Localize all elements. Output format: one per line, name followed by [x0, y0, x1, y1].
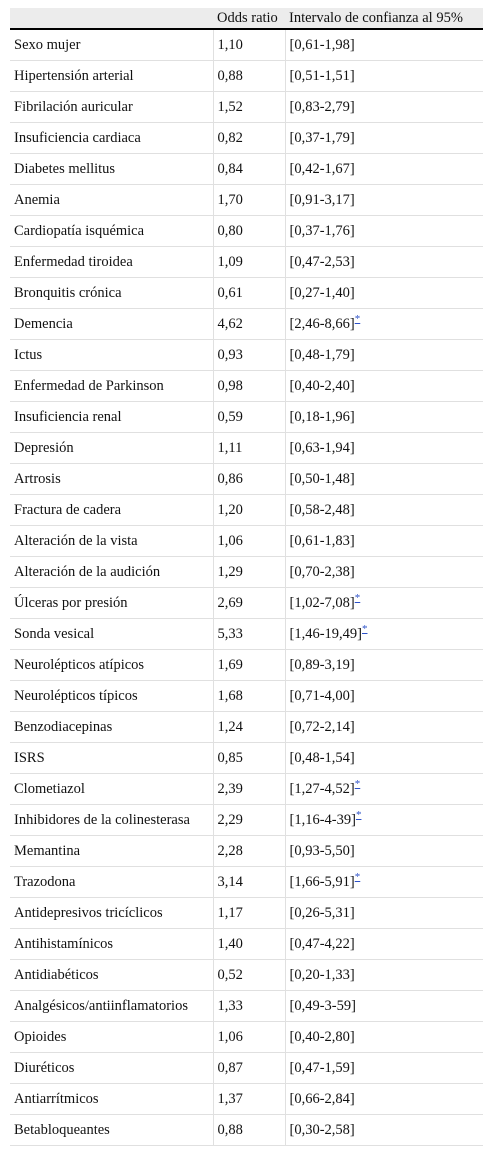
- confidence-interval-value: [0,63-1,94]: [289, 439, 355, 456]
- confidence-interval-value: [0,70-2,38]: [289, 563, 355, 580]
- confidence-interval-cell: [285, 774, 483, 805]
- confidence-interval-value: [0,42-1,67]: [289, 160, 355, 177]
- table-row: [10, 1022, 483, 1053]
- table-row: [10, 92, 483, 123]
- table-body: [10, 29, 483, 1146]
- table-row: [10, 588, 483, 619]
- confidence-interval-cell: [285, 836, 483, 867]
- odds-ratio-value: 5,33: [213, 619, 285, 650]
- confidence-interval-cell: [285, 92, 483, 123]
- odds-ratio-value: 2,29: [213, 805, 285, 836]
- table-row: [10, 123, 483, 154]
- odds-ratio-value: 0,86: [213, 464, 285, 495]
- confidence-interval-value: [0,30-2,58]: [289, 1121, 355, 1138]
- odds-ratio-table: [10, 8, 483, 1146]
- confidence-interval-value: [0,61-1,98]: [289, 36, 355, 53]
- confidence-interval-value: [0,27-1,40]: [289, 284, 355, 301]
- variable-label: Antidiabéticos: [10, 960, 213, 991]
- confidence-interval-cell: [285, 185, 483, 216]
- odds-ratio-value: 0,88: [213, 61, 285, 92]
- variable-label: Diabetes mellitus: [10, 154, 213, 185]
- variable-label: Anemia: [10, 185, 213, 216]
- variable-label: Enfermedad tiroidea: [10, 247, 213, 278]
- header-odds-ratio: Odds ratio: [213, 8, 285, 29]
- odds-ratio-value: 3,14: [213, 867, 285, 898]
- odds-ratio-value: 0,93: [213, 340, 285, 371]
- odds-ratio-value: 0,61: [213, 278, 285, 309]
- confidence-interval-value: [0,40-2,80]: [289, 1028, 355, 1045]
- odds-ratio-value: 0,52: [213, 960, 285, 991]
- confidence-interval-value: [0,50-1,48]: [289, 470, 355, 487]
- variable-label: Demencia: [10, 309, 213, 340]
- variable-label: Insuficiencia cardiaca: [10, 123, 213, 154]
- table-row: [10, 681, 483, 712]
- odds-ratio-value: 0,85: [213, 743, 285, 774]
- confidence-interval-value: [1,16-4-39]: [289, 811, 356, 828]
- confidence-interval-value: [0,61-1,83]: [289, 532, 355, 549]
- confidence-interval-cell: [285, 898, 483, 929]
- header-confidence-interval: Intervalo de confianza al 95%: [285, 8, 483, 29]
- variable-label: Fibrilación auricular: [10, 92, 213, 123]
- odds-ratio-value: 1,06: [213, 526, 285, 557]
- table-row: [10, 929, 483, 960]
- confidence-interval-value: [0,20-1,33]: [289, 966, 355, 983]
- odds-ratio-value: 1,17: [213, 898, 285, 929]
- header-row: [10, 8, 483, 29]
- variable-label: Neurolépticos típicos: [10, 681, 213, 712]
- odds-ratio-value: 1,52: [213, 92, 285, 123]
- odds-ratio-value: 0,59: [213, 402, 285, 433]
- table-row: [10, 29, 483, 61]
- variable-label: Ictus: [10, 340, 213, 371]
- odds-ratio-value: 2,69: [213, 588, 285, 619]
- confidence-interval-cell: [285, 495, 483, 526]
- variable-label: Artrosis: [10, 464, 213, 495]
- table-row: [10, 1115, 483, 1146]
- table-row: [10, 712, 483, 743]
- table-row: [10, 154, 483, 185]
- confidence-interval-value: [0,47-4,22]: [289, 935, 355, 952]
- table-row: [10, 495, 483, 526]
- table-row: [10, 61, 483, 92]
- confidence-interval-cell: [285, 743, 483, 774]
- variable-label: Antihistamínicos: [10, 929, 213, 960]
- confidence-interval-value: [0,48-1,79]: [289, 346, 355, 363]
- variable-label: Fractura de cadera: [10, 495, 213, 526]
- table-row: [10, 278, 483, 309]
- table-row: [10, 836, 483, 867]
- confidence-interval-cell: [285, 1022, 483, 1053]
- confidence-interval-cell: [285, 61, 483, 92]
- variable-label: Neurolépticos atípicos: [10, 650, 213, 681]
- significance-footnote-link[interactable]: *: [354, 312, 361, 325]
- confidence-interval-cell: [285, 340, 483, 371]
- table-row: [10, 371, 483, 402]
- table-row: [10, 867, 483, 898]
- table-row: [10, 774, 483, 805]
- confidence-interval-value: [0,66-2,84]: [289, 1090, 355, 1107]
- table-row: [10, 991, 483, 1022]
- confidence-interval-value: [1,27-4,52]: [289, 780, 355, 797]
- confidence-interval-value: [0,83-2,79]: [289, 98, 355, 115]
- table-row: [10, 185, 483, 216]
- confidence-interval-cell: [285, 650, 483, 681]
- confidence-interval-cell: [285, 309, 483, 340]
- variable-label: Analgésicos/antiinflamatorios: [10, 991, 213, 1022]
- table-row: [10, 743, 483, 774]
- table-row: [10, 526, 483, 557]
- significance-footnote-link[interactable]: *: [354, 777, 361, 790]
- confidence-interval-value: [0,26-5,31]: [289, 904, 355, 921]
- confidence-interval-cell: [285, 216, 483, 247]
- confidence-interval-value: [0,93-5,50]: [289, 842, 355, 859]
- variable-label: Bronquitis crónica: [10, 278, 213, 309]
- variable-label: Opioides: [10, 1022, 213, 1053]
- variable-label: Diuréticos: [10, 1053, 213, 1084]
- significance-footnote-link[interactable]: *: [355, 808, 362, 821]
- confidence-interval-cell: [285, 371, 483, 402]
- variable-label: Depresión: [10, 433, 213, 464]
- table-row: [10, 247, 483, 278]
- odds-ratio-value: 1,29: [213, 557, 285, 588]
- confidence-interval-cell: [285, 1115, 483, 1146]
- confidence-interval-cell: [285, 929, 483, 960]
- table-row: [10, 340, 483, 371]
- confidence-interval-cell: [285, 619, 483, 650]
- odds-ratio-value: 1,20: [213, 495, 285, 526]
- odds-ratio-value: 2,28: [213, 836, 285, 867]
- table-row: [10, 557, 483, 588]
- variable-label: Antiarrítmicos: [10, 1084, 213, 1115]
- confidence-interval-value: [0,47-1,59]: [289, 1059, 355, 1076]
- table-row: [10, 309, 483, 340]
- table-header: [10, 8, 483, 29]
- confidence-interval-value: [1,02-7,08]: [289, 594, 355, 611]
- odds-ratio-value: 0,84: [213, 154, 285, 185]
- confidence-interval-value: [1,66-5,91]: [289, 873, 355, 890]
- confidence-interval-value: [2,46-8,66]: [289, 315, 355, 332]
- variable-label: Insuficiencia renal: [10, 402, 213, 433]
- confidence-interval-value: [0,51-1,51]: [289, 67, 355, 84]
- confidence-interval-value: [0,72-2,14]: [289, 718, 355, 735]
- confidence-interval-cell: [285, 960, 483, 991]
- variable-label: Betabloqueantes: [10, 1115, 213, 1146]
- variable-label: Memantina: [10, 836, 213, 867]
- odds-ratio-value: 0,87: [213, 1053, 285, 1084]
- odds-ratio-value: 1,33: [213, 991, 285, 1022]
- table-row: [10, 216, 483, 247]
- table-row: [10, 960, 483, 991]
- table-row: [10, 433, 483, 464]
- odds-ratio-value: 1,11: [213, 433, 285, 464]
- confidence-interval-value: [0,40-2,40]: [289, 377, 355, 394]
- confidence-interval-cell: [285, 681, 483, 712]
- variable-label: Antidepresivos tricíclicos: [10, 898, 213, 929]
- table-row: [10, 650, 483, 681]
- table-row: [10, 898, 483, 929]
- confidence-interval-value: [1,46-19,49]: [289, 625, 362, 642]
- variable-label: Alteración de la audición: [10, 557, 213, 588]
- odds-ratio-value: 1,37: [213, 1084, 285, 1115]
- table-row: [10, 805, 483, 836]
- significance-footnote-link[interactable]: *: [354, 591, 361, 604]
- confidence-interval-cell: [285, 123, 483, 154]
- header-variable: [10, 8, 213, 29]
- confidence-interval-value: [0,58-2,48]: [289, 501, 355, 518]
- confidence-interval-cell: [285, 867, 483, 898]
- confidence-interval-cell: [285, 278, 483, 309]
- variable-label: Cardiopatía isquémica: [10, 216, 213, 247]
- confidence-interval-value: [0,37-1,76]: [289, 222, 355, 239]
- confidence-interval-cell: [285, 1084, 483, 1115]
- confidence-interval-value: [0,37-1,79]: [289, 129, 355, 146]
- variable-label: Enfermedad de Parkinson: [10, 371, 213, 402]
- odds-ratio-value: 1,69: [213, 650, 285, 681]
- odds-ratio-table-container: [10, 8, 483, 1146]
- odds-ratio-value: 1,24: [213, 712, 285, 743]
- table-row: [10, 464, 483, 495]
- confidence-interval-cell: [285, 29, 483, 61]
- confidence-interval-value: [0,18-1,96]: [289, 408, 355, 425]
- variable-label: Trazodona: [10, 867, 213, 898]
- table-row: [10, 1053, 483, 1084]
- odds-ratio-value: 2,39: [213, 774, 285, 805]
- confidence-interval-value: [0,47-2,53]: [289, 253, 355, 270]
- confidence-interval-value: [0,71-4,00]: [289, 687, 355, 704]
- variable-label: ISRS: [10, 743, 213, 774]
- confidence-interval-cell: [285, 526, 483, 557]
- confidence-interval-cell: [285, 433, 483, 464]
- significance-footnote-link[interactable]: *: [354, 870, 361, 883]
- odds-ratio-value: 1,10: [213, 29, 285, 61]
- confidence-interval-cell: [285, 805, 483, 836]
- confidence-interval-cell: [285, 557, 483, 588]
- variable-label: Alteración de la vista: [10, 526, 213, 557]
- table-row: [10, 619, 483, 650]
- confidence-interval-cell: [285, 402, 483, 433]
- confidence-interval-cell: [285, 154, 483, 185]
- confidence-interval-cell: [285, 464, 483, 495]
- variable-label: Sonda vesical: [10, 619, 213, 650]
- table-row: [10, 1084, 483, 1115]
- significance-footnote-link[interactable]: *: [362, 622, 368, 635]
- odds-ratio-value: 4,62: [213, 309, 285, 340]
- confidence-interval-cell: [285, 1053, 483, 1084]
- odds-ratio-value: 1,70: [213, 185, 285, 216]
- odds-ratio-value: 0,88: [213, 1115, 285, 1146]
- odds-ratio-value: 1,09: [213, 247, 285, 278]
- confidence-interval-cell: [285, 588, 483, 619]
- odds-ratio-value: 1,06: [213, 1022, 285, 1053]
- variable-label: Benzodiacepinas: [10, 712, 213, 743]
- odds-ratio-value: 0,80: [213, 216, 285, 247]
- odds-ratio-value: 1,40: [213, 929, 285, 960]
- confidence-interval-cell: [285, 247, 483, 278]
- confidence-interval-value: [0,48-1,54]: [289, 749, 355, 766]
- confidence-interval-cell: [285, 712, 483, 743]
- odds-ratio-value: 0,82: [213, 123, 285, 154]
- confidence-interval-value: [0,91-3,17]: [289, 191, 355, 208]
- confidence-interval-cell: [285, 991, 483, 1022]
- variable-label: Hipertensión arterial: [10, 61, 213, 92]
- variable-label: Clometiazol: [10, 774, 213, 805]
- confidence-interval-value: [0,49-3-59]: [289, 997, 356, 1014]
- odds-ratio-value: 0,98: [213, 371, 285, 402]
- variable-label: Úlceras por presión: [10, 588, 213, 619]
- table-row: [10, 402, 483, 433]
- variable-label: Inhibidores de la colinesterasa: [10, 805, 213, 836]
- odds-ratio-value: 1,68: [213, 681, 285, 712]
- confidence-interval-value: [0,89-3,19]: [289, 656, 355, 673]
- variable-label: Sexo mujer: [10, 29, 213, 61]
